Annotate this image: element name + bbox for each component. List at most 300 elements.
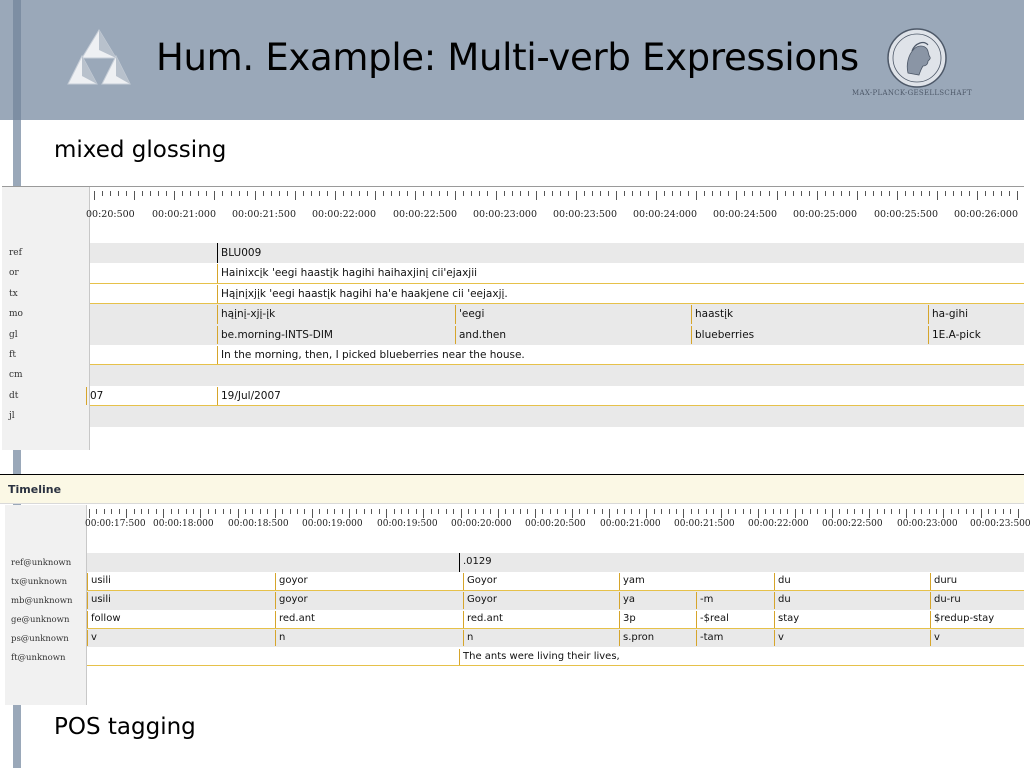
time-label: 00:00:26:000 — [954, 209, 1018, 220]
tier-name-tx[interactable]: tx@unknown — [11, 576, 68, 587]
ruler-minor-tick — [765, 509, 766, 514]
ruler-minor-tick — [383, 191, 384, 196]
tier-row-ps[interactable] — [87, 629, 1024, 648]
ruler-minor-tick — [230, 509, 231, 514]
ruler-minor-tick — [584, 191, 585, 196]
time-label: 00:00:20:500 — [525, 519, 586, 529]
annotation[interactable]: -m — [696, 592, 772, 609]
ruler-minor-tick — [1003, 509, 1004, 514]
ruler-minor-tick — [263, 191, 264, 196]
tier-row-mo[interactable] — [90, 304, 1024, 324]
annotation[interactable]: The ants were living their lives, — [459, 649, 1022, 666]
ruler-minor-tick — [973, 509, 974, 514]
ruler-minor-tick — [102, 191, 103, 196]
annotation[interactable]: .0129 — [459, 554, 1022, 571]
ruler-minor-tick — [769, 191, 770, 196]
ruler-major-tick — [937, 191, 938, 200]
ruler-minor-tick — [171, 509, 172, 514]
annotation-panel-top[interactable] — [2, 186, 1024, 450]
ruler-minor-tick — [423, 191, 424, 196]
tier-row-tx[interactable] — [87, 572, 1024, 591]
annotation[interactable]: Goyor — [463, 592, 617, 609]
annotation[interactable]: du — [774, 592, 928, 609]
ruler-major-tick — [89, 509, 90, 518]
ruler-minor-tick — [148, 509, 149, 514]
ruler-minor-tick — [639, 509, 640, 514]
triangle-logo-icon — [66, 26, 132, 88]
ruler-minor-tick — [600, 191, 601, 196]
ruler-major-tick — [335, 191, 336, 200]
ruler-minor-tick — [810, 509, 811, 514]
tier-name-ft[interactable]: ft — [9, 350, 16, 360]
ruler-minor-tick — [608, 191, 609, 196]
ruler-minor-tick — [995, 509, 996, 514]
ruler-minor-tick — [439, 191, 440, 196]
ruler-minor-tick — [334, 509, 335, 514]
ruler-minor-tick — [877, 509, 878, 514]
tier-name-ge[interactable]: ge@unknown — [11, 614, 70, 625]
ruler-minor-tick — [884, 509, 885, 514]
ruler-major-tick — [977, 191, 978, 200]
ruler-minor-tick — [182, 191, 183, 196]
ruler-major-tick — [200, 509, 201, 518]
tier-name-cm[interactable]: cm — [9, 370, 23, 381]
ruler-major-tick — [275, 509, 276, 518]
ruler-minor-tick — [640, 191, 641, 196]
annotation[interactable]: ha-gihi — [928, 305, 1022, 323]
tier-row-jl[interactable] — [90, 406, 1024, 426]
ruler-minor-tick — [809, 191, 810, 196]
annotation[interactable]: 3p — [619, 611, 694, 628]
ruler-minor-tick — [905, 191, 906, 196]
ruler-minor-tick — [676, 509, 677, 514]
ruler-minor-tick — [479, 191, 480, 196]
ruler-major-tick — [238, 509, 239, 518]
ruler-minor-tick — [833, 191, 834, 196]
ruler-minor-tick — [921, 191, 922, 196]
ruler-minor-tick — [735, 509, 736, 514]
annotation[interactable]: be.morning-INTS-DIM — [217, 326, 453, 344]
ruler-minor-tick — [773, 509, 774, 514]
ruler-minor-tick — [399, 191, 400, 196]
ruler-major-tick — [1017, 191, 1018, 200]
annotation[interactable]: Goyor — [463, 573, 617, 590]
ruler-minor-tick — [552, 191, 553, 196]
ruler-minor-tick — [351, 191, 352, 196]
annotation[interactable]: 'eegi — [455, 305, 689, 323]
tier-name-ref[interactable]: ref@unknown — [11, 558, 72, 568]
ruler-minor-tick — [215, 509, 216, 514]
annotation[interactable]: Hąįnįxjįk 'eegi haastįk hagihi ha'e haakjene cii 'eejaxjį. — [217, 285, 1022, 303]
ruler-minor-tick — [463, 191, 464, 196]
ruler-minor-tick — [252, 509, 253, 514]
tier-row-ge[interactable] — [87, 610, 1024, 629]
ruler-minor-tick — [542, 509, 543, 514]
ruler-minor-tick — [483, 509, 484, 514]
annotation[interactable]: du-ru — [930, 592, 1022, 609]
annotation[interactable]: hąįnį-xjį-įk — [217, 305, 453, 323]
time-label: 00:00:23:000 — [473, 209, 537, 220]
ruler-minor-tick — [408, 509, 409, 514]
annotation[interactable]: red.ant — [463, 611, 617, 628]
ruler-minor-tick — [802, 509, 803, 514]
ruler-minor-tick — [1001, 191, 1002, 196]
ruler-minor-tick — [936, 509, 937, 514]
tier-name-gl[interactable]: gl — [9, 329, 18, 340]
minerva-seal-icon — [886, 27, 948, 89]
tier-row-mb[interactable] — [87, 591, 1024, 610]
time-label: 00:00:22:000 — [748, 519, 809, 529]
ruler-minor-tick — [550, 509, 551, 514]
ruler-minor-tick — [198, 191, 199, 196]
ruler-minor-tick — [624, 191, 625, 196]
ruler-major-tick — [897, 191, 898, 200]
time-label: 00:00:17:500 — [85, 519, 146, 529]
slide-title: Hum. Example: Multi-verb Expressions — [156, 36, 859, 79]
ruler-minor-tick — [760, 191, 761, 196]
ruler-minor-tick — [231, 191, 232, 196]
tier-name-dt[interactable]: dt — [9, 390, 19, 401]
tier-name-or[interactable]: or — [9, 268, 19, 279]
ruler-major-tick — [609, 509, 610, 518]
ruler-minor-tick — [1010, 509, 1011, 514]
ruler-minor-tick — [914, 509, 915, 514]
ruler-minor-tick — [304, 509, 305, 514]
ruler-minor-tick — [661, 509, 662, 514]
ruler-major-tick — [536, 191, 537, 200]
ruler-minor-tick — [881, 191, 882, 196]
ruler-minor-tick — [119, 509, 120, 514]
ruler-major-tick — [174, 191, 175, 200]
ruler-minor-tick — [111, 509, 112, 514]
ruler-minor-tick — [969, 191, 970, 196]
ruler-minor-tick — [468, 509, 469, 514]
tier-name-ps[interactable]: ps@unknown — [11, 633, 69, 644]
ruler-minor-tick — [475, 509, 476, 514]
ruler-minor-tick — [104, 509, 105, 514]
annotation[interactable]: yam — [619, 573, 772, 590]
ruler-minor-tick — [873, 191, 874, 196]
ruler-minor-tick — [356, 509, 357, 514]
tier-name-mo[interactable]: mo — [9, 309, 23, 320]
tier-row-dt[interactable] — [90, 386, 1024, 406]
ruler-major-tick — [817, 191, 818, 200]
ruler-minor-tick — [416, 509, 417, 514]
tier-row-gl[interactable] — [90, 325, 1024, 345]
ruler-minor-tick — [865, 191, 866, 196]
tier-row-ref[interactable] — [90, 243, 1024, 263]
annotation[interactable]: blueberries — [691, 326, 926, 344]
ruler-major-tick — [646, 509, 647, 518]
tier-row-ft[interactable] — [87, 648, 1024, 667]
ruler-major-tick — [696, 191, 697, 200]
ruler-minor-tick — [134, 509, 135, 514]
ruler-major-tick — [869, 509, 870, 518]
ruler-minor-tick — [664, 191, 665, 196]
ruler-minor-tick — [929, 191, 930, 196]
ruler-minor-tick — [594, 509, 595, 514]
tier-row-cm[interactable] — [90, 365, 1024, 385]
time-label: 00:00:22:500 — [822, 519, 883, 529]
ruler-minor-tick — [592, 191, 593, 196]
annotation[interactable]: 07 — [86, 387, 215, 405]
ruler-major-tick — [126, 509, 127, 518]
ruler-major-tick — [572, 509, 573, 518]
annotation[interactable]: goyor — [275, 573, 461, 590]
ruler-minor-tick — [921, 509, 922, 514]
ruler-minor-tick — [367, 191, 368, 196]
ruler-major-tick — [1018, 509, 1019, 518]
ruler-major-tick — [375, 191, 376, 200]
ruler-minor-tick — [245, 509, 246, 514]
ruler-minor-tick — [602, 509, 603, 514]
ruler-major-tick — [943, 509, 944, 518]
time-label: 00:00:22:500 — [393, 209, 457, 220]
ruler-minor-tick — [913, 191, 914, 196]
ruler-minor-tick — [343, 191, 344, 196]
ruler-minor-tick — [849, 191, 850, 196]
tier-name-ref[interactable]: ref — [9, 248, 22, 258]
ruler-minor-tick — [899, 509, 900, 514]
ruler-minor-tick — [287, 191, 288, 196]
label-pos-tagging: POS tagging — [54, 714, 196, 740]
ruler-major-tick — [134, 191, 135, 200]
ruler-minor-tick — [156, 509, 157, 514]
ruler-minor-tick — [110, 191, 111, 196]
ruler-minor-tick — [624, 509, 625, 514]
ruler-minor-tick — [1009, 191, 1010, 196]
ruler-minor-tick — [691, 509, 692, 514]
time-label: 00:00:23:500 — [970, 519, 1031, 529]
ruler-minor-tick — [391, 191, 392, 196]
tier-name-ft[interactable]: ft@unknown — [11, 652, 66, 663]
annotation[interactable]: haastįk — [691, 305, 926, 323]
ruler-minor-tick — [785, 191, 786, 196]
ruler-major-tick — [496, 191, 497, 200]
tier-row-tx[interactable] — [90, 284, 1024, 304]
ruler-minor-tick — [988, 509, 989, 514]
tier-name-mb[interactable]: mb@unknown — [11, 595, 73, 606]
ruler-minor-tick — [728, 191, 729, 196]
ruler-minor-tick — [279, 191, 280, 196]
ruler-minor-tick — [438, 509, 439, 514]
ruler-minor-tick — [206, 191, 207, 196]
annotation[interactable]: usili — [87, 592, 273, 609]
ruler-minor-tick — [364, 509, 365, 514]
ruler-major-tick — [981, 509, 982, 518]
ruler-minor-tick — [150, 191, 151, 196]
ruler-minor-tick — [319, 509, 320, 514]
ruler-minor-tick — [222, 191, 223, 196]
time-label: 00:00:24:500 — [713, 209, 777, 220]
ruler-minor-tick — [953, 191, 954, 196]
ruler-minor-tick — [632, 191, 633, 196]
annotation[interactable]: 19/Jul/2007 — [217, 387, 1022, 405]
annotation[interactable]: red.ant — [275, 611, 461, 628]
media-crosshair — [459, 553, 460, 572]
annotation[interactable]: stay — [774, 611, 928, 628]
ruler-minor-tick — [193, 509, 194, 514]
annotation[interactable]: du — [774, 573, 928, 590]
ruler-minor-tick — [297, 509, 298, 514]
ruler-minor-tick — [371, 509, 372, 514]
ruler-major-tick — [721, 509, 722, 518]
annotation[interactable]: s.pron — [619, 630, 694, 647]
ruler-minor-tick — [260, 509, 261, 514]
ruler-minor-tick — [617, 509, 618, 514]
ruler-minor-tick — [359, 191, 360, 196]
annotation[interactable]: goyor — [275, 592, 461, 609]
ruler-minor-tick — [401, 509, 402, 514]
ruler-minor-tick — [654, 509, 655, 514]
time-label: 00:00:22:000 — [312, 209, 376, 220]
ruler-minor-tick — [453, 509, 454, 514]
ruler-minor-tick — [223, 509, 224, 514]
ruler-minor-tick — [504, 191, 505, 196]
ruler-minor-tick — [854, 509, 855, 514]
ruler-minor-tick — [560, 191, 561, 196]
annotation[interactable]: 1E.A-pick — [928, 326, 1022, 344]
time-label: 00:00:19:000 — [302, 519, 363, 529]
annotation[interactable]: -$real — [696, 611, 772, 628]
annotation[interactable]: duru — [930, 573, 1022, 590]
ruler-minor-tick — [520, 191, 521, 196]
ruler-minor-tick — [303, 191, 304, 196]
tier-name-tx[interactable]: tx — [9, 288, 18, 299]
annotation[interactable]: v — [930, 630, 1022, 647]
ruler-minor-tick — [186, 509, 187, 514]
ruler-minor-tick — [487, 191, 488, 196]
ruler-minor-tick — [704, 191, 705, 196]
ruler-minor-tick — [862, 509, 863, 514]
ruler-major-tick — [535, 509, 536, 518]
ruler-minor-tick — [379, 509, 380, 514]
tier-name-jl[interactable]: jl — [9, 411, 15, 422]
ruler-minor-tick — [527, 509, 528, 514]
tier-row-or[interactable] — [90, 263, 1024, 283]
annotation[interactable]: ya — [619, 592, 694, 609]
ruler-major-tick — [349, 509, 350, 518]
ruler-minor-tick — [787, 509, 788, 514]
ruler-minor-tick — [951, 509, 952, 514]
ruler-minor-tick — [669, 509, 670, 514]
timeline-bar[interactable] — [0, 474, 1024, 504]
ruler-minor-tick — [512, 191, 513, 196]
annotation[interactable]: v — [87, 630, 273, 647]
ruler-minor-tick — [471, 191, 472, 196]
time-label: 00:00:23:000 — [897, 519, 958, 529]
ruler-minor-tick — [565, 509, 566, 514]
ruler-minor-tick — [801, 191, 802, 196]
ruler-minor-tick — [513, 509, 514, 514]
ruler-minor-tick — [958, 509, 959, 514]
annotation[interactable]: BLU009 — [217, 244, 1022, 262]
ruler-minor-tick — [891, 509, 892, 514]
ruler-minor-tick — [631, 509, 632, 514]
annotation[interactable]: In the morning, then, I picked blueberries near the house. — [217, 346, 1022, 364]
time-label: 00:00:18:500 — [228, 519, 289, 529]
annotation[interactable]: Hainixcįk 'eegi haastįk hagihi haihaxjinį cii'ejaxjii — [217, 264, 1022, 282]
ruler-minor-tick — [118, 191, 119, 196]
slide-left-bar-top — [13, 0, 21, 120]
ruler-major-tick — [423, 509, 424, 518]
ruler-minor-tick — [158, 191, 159, 196]
ruler-minor-tick — [688, 191, 689, 196]
annotation-panel-bottom[interactable] — [5, 505, 1031, 705]
ruler-minor-tick — [319, 191, 320, 196]
ruler-minor-tick — [490, 509, 491, 514]
ruler-minor-tick — [847, 509, 848, 514]
ruler-minor-tick — [431, 509, 432, 514]
ruler-major-tick — [683, 509, 684, 518]
ruler-minor-tick — [793, 191, 794, 196]
ruler-minor-tick — [966, 509, 967, 514]
ruler-minor-tick — [698, 509, 699, 514]
annotation[interactable]: n — [463, 630, 617, 647]
ruler-minor-tick — [141, 509, 142, 514]
time-label: 00:00:21:500 — [232, 209, 296, 220]
ruler-major-tick — [758, 509, 759, 518]
annotation[interactable]: and.then — [455, 326, 689, 344]
annotation[interactable]: n — [275, 630, 461, 647]
ruler-minor-tick — [557, 509, 558, 514]
ruler-minor-tick — [587, 509, 588, 514]
ruler-minor-tick — [142, 191, 143, 196]
ruler-minor-tick — [505, 509, 506, 514]
annotation[interactable]: v — [774, 630, 928, 647]
seal-caption: MAX-PLANCK-GESELLSCHAFT — [852, 89, 972, 97]
ruler-minor-tick — [282, 509, 283, 514]
time-label: 00:00:19:500 — [377, 519, 438, 529]
time-label: 00:00:18:000 — [153, 519, 214, 529]
ruler-minor-tick — [528, 191, 529, 196]
ruler-minor-tick — [239, 191, 240, 196]
ruler-minor-tick — [945, 191, 946, 196]
ruler-minor-tick — [889, 191, 890, 196]
annotation[interactable]: follow — [87, 611, 273, 628]
time-label: 00:00:25:500 — [874, 209, 938, 220]
ruler-major-tick — [455, 191, 456, 200]
ruler-minor-tick — [706, 509, 707, 514]
ruler-minor-tick — [993, 191, 994, 196]
time-label: 00:00:20:000 — [451, 519, 512, 529]
annotation[interactable]: usili — [87, 573, 273, 590]
tier-row-ref[interactable] — [87, 553, 1024, 572]
ruler-major-tick — [656, 191, 657, 200]
ruler-minor-tick — [446, 509, 447, 514]
label-mixed-glossing: mixed glossing — [54, 137, 227, 163]
tier-row-ft[interactable] — [90, 345, 1024, 365]
annotation[interactable]: -tam — [696, 630, 772, 647]
ruler-major-tick — [386, 509, 387, 518]
ruler-minor-tick — [96, 509, 97, 514]
ruler-minor-tick — [431, 191, 432, 196]
ruler-major-tick — [94, 191, 95, 200]
ruler-minor-tick — [680, 191, 681, 196]
ruler-minor-tick — [929, 509, 930, 514]
annotation[interactable]: $redup-stay — [930, 611, 1022, 628]
ruler-minor-tick — [327, 191, 328, 196]
ruler-minor-tick — [839, 509, 840, 514]
ruler-minor-tick — [720, 191, 721, 196]
ruler-minor-tick — [342, 509, 343, 514]
ruler-major-tick — [461, 509, 462, 518]
ruler-minor-tick — [267, 509, 268, 514]
ruler-major-tick — [736, 191, 737, 200]
ruler-major-tick — [576, 191, 577, 200]
ruler-minor-tick — [327, 509, 328, 514]
ruler-major-tick — [295, 191, 296, 200]
